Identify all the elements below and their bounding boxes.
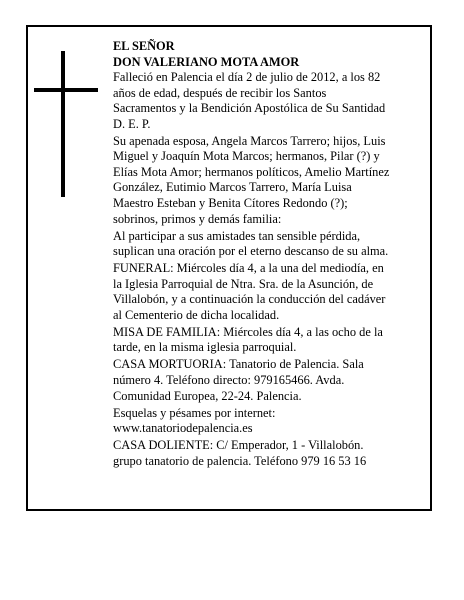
text-line: Comunidad Europea, 22-24. Palencia. <box>113 388 302 403</box>
heading-line-title: EL SEÑOR <box>113 39 175 53</box>
text-line: CASA DOLIENTE: C/ Emperador, 1 - Villalobón. <box>113 438 364 453</box>
text-line: Su apenada esposa, Angela Marcos Tarrero; hijos, Luis <box>113 133 386 148</box>
text-line: sobrinos, primos y demás familia: <box>113 211 282 226</box>
text-line: MISA DE FAMILIA: Miércoles día 4, a las ocho de la <box>113 324 383 339</box>
text-line: González, Eutimio Marcos Tarrero, María Luisa <box>113 180 352 195</box>
text-line: www.tanatoriodepalencia.es <box>113 421 253 436</box>
paragraph-family <box>113 134 425 227</box>
text-line: FUNERAL: Miércoles día 4, a la una del mediodía, en <box>113 261 384 276</box>
text-line: suplican una oración por el eterno descanso de su alma. <box>113 244 389 259</box>
text-line: Miguel y Joaquín Mota Marcos; hermanos, Pilar (?) y <box>113 149 380 164</box>
paragraph-family-mass <box>113 325 425 356</box>
text-line: número 4. Teléfono directo: 979165466. Avda. <box>113 372 345 387</box>
text-line: la Iglesia Parroquial de Ntra. Sra. de la Asunción, de <box>113 276 374 291</box>
text-line: Al participar a sus amistades tan sensible pérdida, <box>113 228 361 243</box>
heading-line-name: DON VALERIANO MOTA AMOR <box>113 54 300 69</box>
paragraph-funeral <box>113 261 425 323</box>
text-line: CASA MORTUORIA: Tanatorio de Palencia. Sala <box>113 357 364 372</box>
paragraph-mourning-house <box>113 438 425 469</box>
text-line: Falleció en Palencia el día 2 de julio de 2012, a los 82 <box>113 70 381 85</box>
text-line: D. E. P. <box>113 116 151 131</box>
cross-icon <box>34 51 98 197</box>
cross-horizontal-bar <box>34 88 98 92</box>
text-line: grupo tanatorio de palencia. Teléfono 979 16 53 16 <box>113 453 367 468</box>
text-line: Esquelas y pésames por internet: <box>113 405 276 420</box>
obituary-text <box>113 39 425 469</box>
text-line: años de edad, después de recibir los Santos <box>113 85 327 100</box>
paragraph-request <box>113 229 425 260</box>
text-line: Villalobón, y a continuación la conducción del cadáver <box>113 292 386 307</box>
text-line: Elías Mota Amor; hermanos políticos, Amelio Martínez <box>113 164 390 179</box>
text-line: Maestro Esteban y Benita Cítores Redondo (?); <box>113 195 348 210</box>
text-line: Sacramentos y la Bendición Apostólica de Su Santidad <box>113 101 386 116</box>
text-line: tarde, en la misma iglesia parroquial. <box>113 340 297 355</box>
cross-vertical-bar <box>61 51 65 197</box>
paragraph-death-announcement <box>113 70 425 132</box>
paragraph-funeral-home <box>113 357 425 404</box>
paragraph-online-condolences <box>113 406 425 437</box>
text-line: al Cementerio de dicha localidad. <box>113 307 280 322</box>
